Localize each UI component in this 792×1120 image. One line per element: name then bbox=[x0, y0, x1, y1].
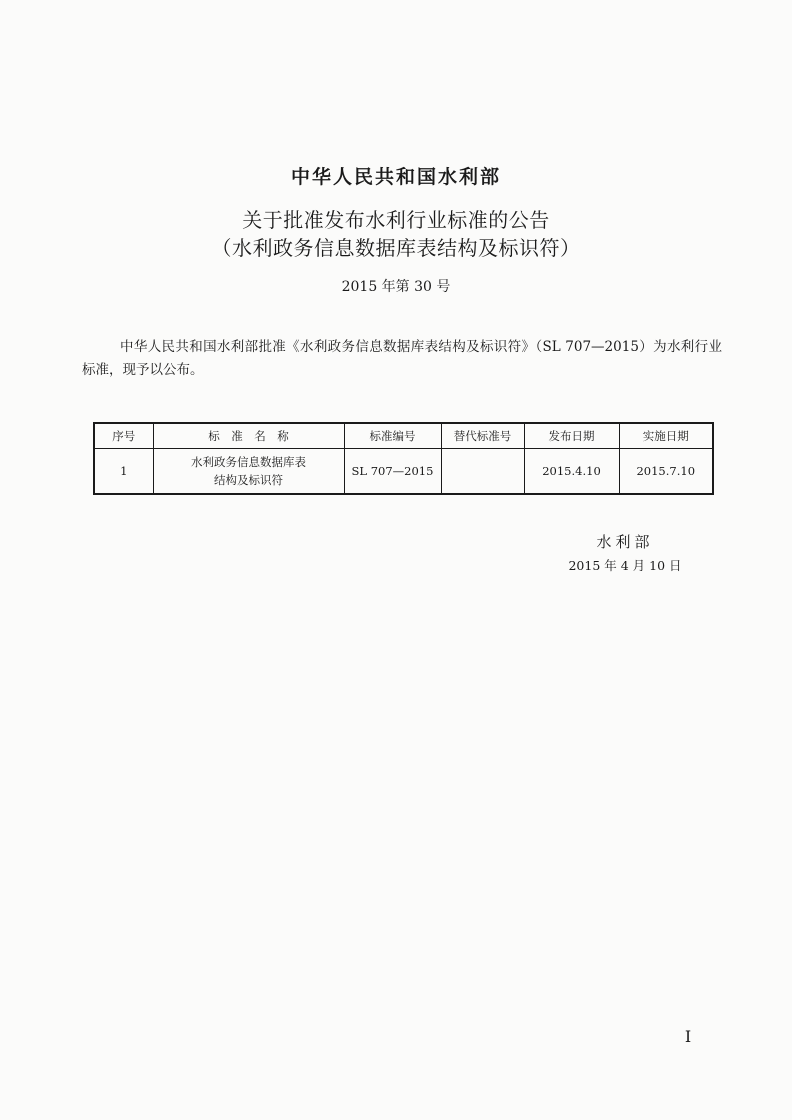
issuer-name: 中华人民共和国水利部 bbox=[290, 166, 501, 188]
cell-name-line2: 结构及标识符 bbox=[214, 473, 283, 487]
cell-name-line1: 水利政务信息数据库表 bbox=[191, 455, 306, 469]
announcement-title: 关于批准发布水利行业标准的公告 bbox=[242, 208, 550, 232]
header-publish-date: 发布日期 bbox=[524, 423, 619, 449]
cell-replaces bbox=[441, 449, 524, 495]
document-number: 2015 年第 30 号 bbox=[341, 279, 451, 295]
header-name: 标 准 名 称 bbox=[153, 423, 344, 449]
announcement-subtitle: （水利政务信息数据库表结构及标识符） bbox=[211, 236, 581, 260]
header-code: 标准编号 bbox=[344, 423, 441, 449]
cell-seq: 1 bbox=[94, 449, 153, 495]
signature-date: 2015 年 4 月 10 日 bbox=[568, 558, 682, 573]
header-seq: 序号 bbox=[94, 423, 153, 449]
cell-effective-date: 2015.7.10 bbox=[619, 449, 713, 495]
page-number: I bbox=[684, 1027, 692, 1046]
header-effective-date: 实施日期 bbox=[619, 423, 713, 449]
header-replaces: 替代标准号 bbox=[441, 423, 524, 449]
cell-name bbox=[153, 449, 344, 495]
announcement-body: 中华人民共和国水利部批准《水利政务信息数据库表结构及标识符》（SL 707—2015）为水利行业标准，现予以公布。 bbox=[82, 339, 722, 378]
cell-publish-date: 2015.4.10 bbox=[524, 449, 619, 495]
table-header-row bbox=[94, 423, 713, 449]
signature-department: 水利部 bbox=[596, 533, 654, 551]
cell-code: SL 707—2015 bbox=[344, 449, 441, 495]
table-row bbox=[94, 449, 713, 495]
standards-table bbox=[93, 422, 714, 495]
